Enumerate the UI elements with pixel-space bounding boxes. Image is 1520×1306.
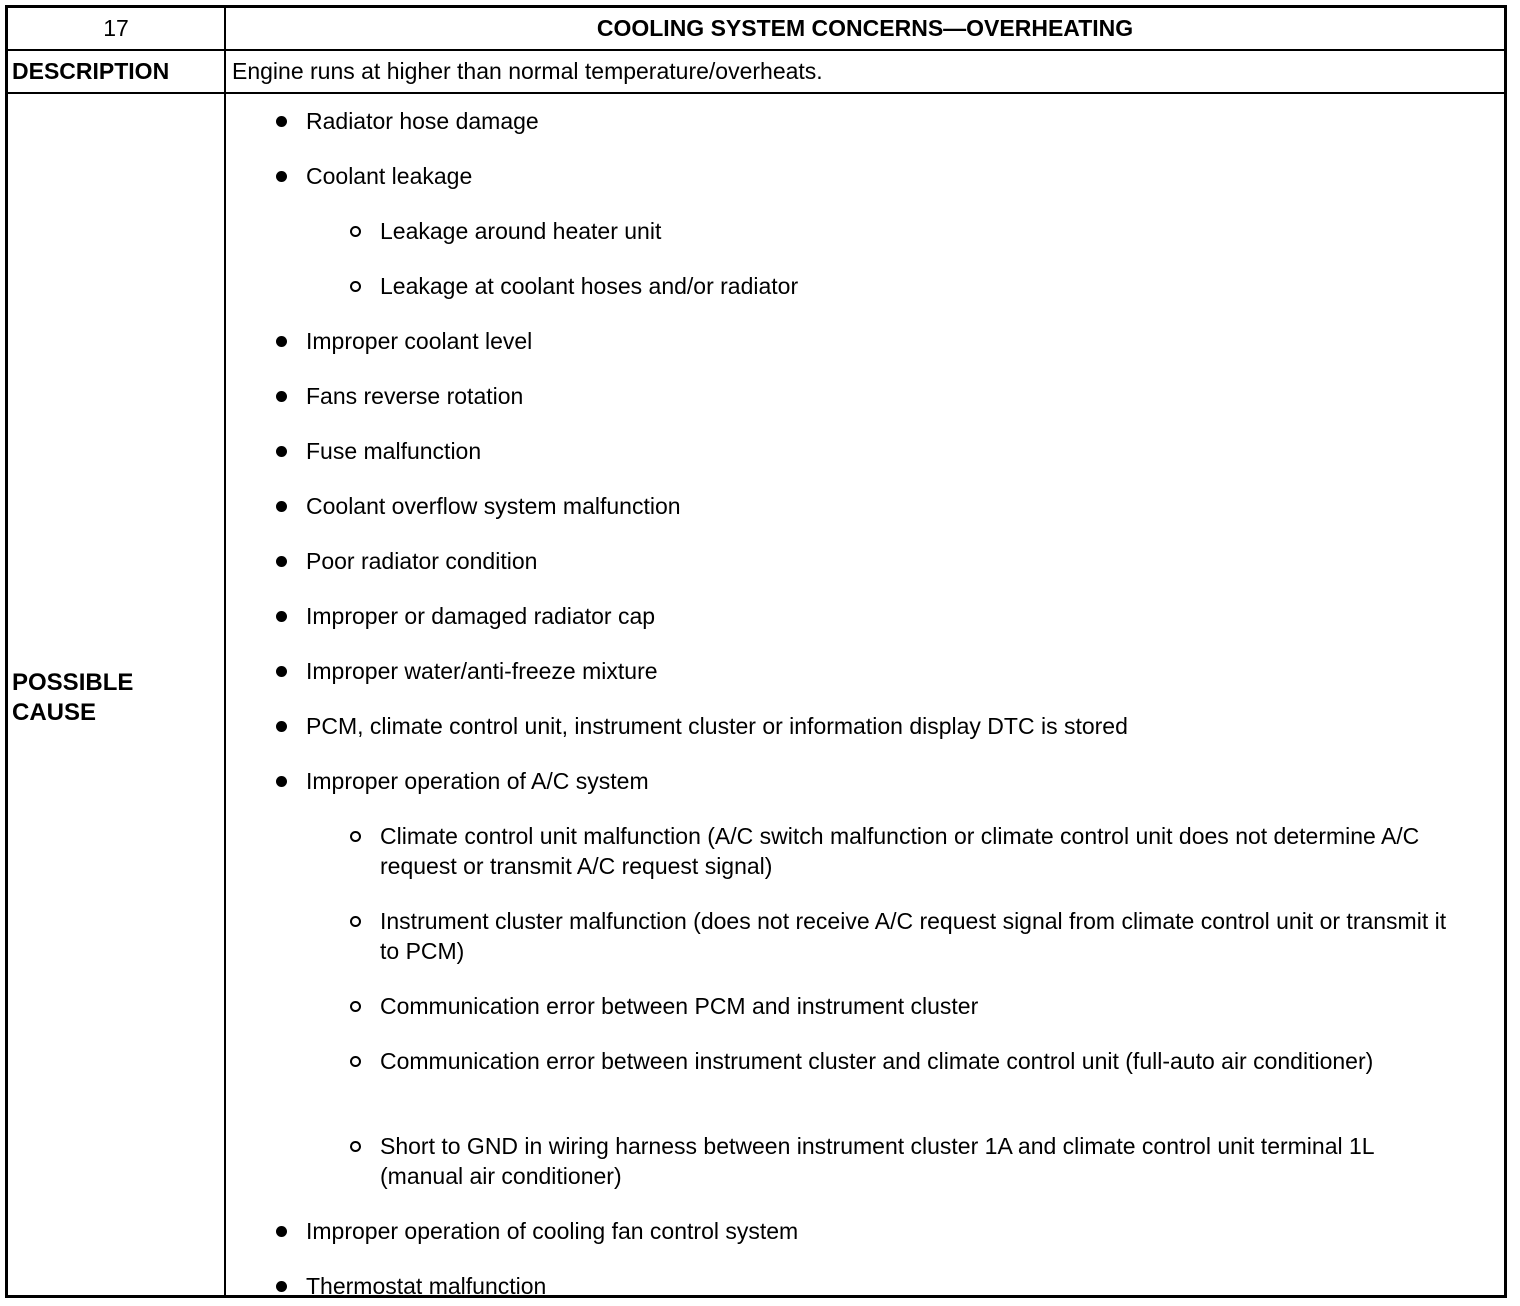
cause-subitem: [380, 1046, 1460, 1076]
hollow-bullet-icon: [350, 1001, 361, 1012]
cause-item: [306, 711, 1456, 741]
cause-item: [306, 161, 1456, 191]
hollow-bullet-icon: [350, 1056, 361, 1067]
cause-text: Leakage around heater unit: [380, 218, 662, 244]
concern-title: COOLING SYSTEM CONCERNS—OVERHEATING: [596, 15, 1134, 41]
hollow-bullet-icon: [350, 831, 361, 842]
cause-text: Leakage at coolant hoses and/or radiator: [380, 273, 799, 299]
filled-bullet-icon: [276, 1281, 287, 1292]
cause-item: [306, 601, 1456, 631]
cause-text: Climate control unit malfunction (A/C switch malfunction or climate control unit does not determine A/C request or transmit A/C request signal): [380, 823, 1420, 879]
column-divider: [224, 8, 226, 1295]
filled-bullet-icon: [276, 336, 287, 347]
filled-bullet-icon: [276, 666, 287, 677]
cause-item: [306, 656, 1456, 686]
cause-subitem: [380, 271, 1460, 301]
filled-bullet-icon: [276, 776, 287, 787]
cause-item: [306, 491, 1456, 521]
hollow-bullet-icon: [350, 1141, 361, 1152]
cause-text: Poor radiator condition: [306, 548, 538, 574]
cause-subitem: [380, 991, 1460, 1021]
troubleshooting-table: [5, 5, 1507, 1298]
description-text: Engine runs at higher than normal temperature/overheats.: [232, 58, 823, 84]
cause-subitem: [380, 216, 1460, 246]
filled-bullet-icon: [276, 611, 287, 622]
hollow-bullet-icon: [350, 281, 361, 292]
cause-subitem: [380, 821, 1460, 881]
cause-item: [306, 766, 1456, 796]
cause-text: Communication error between PCM and instrument cluster: [380, 993, 979, 1019]
cause-text: Instrument cluster malfunction (does not receive A/C request signal from climate control unit or transmit it to PCM): [380, 908, 1447, 964]
cause-subitem: [380, 906, 1460, 966]
concern-number: 17: [103, 15, 129, 41]
cause-item: [306, 106, 1456, 136]
cause-item: [306, 436, 1456, 466]
cause-text: Fans reverse rotation: [306, 383, 524, 409]
possible-cause-label: POSSIBLE CAUSE: [12, 669, 134, 726]
cause-text: Thermostat malfunction: [306, 1273, 547, 1299]
hollow-bullet-icon: [350, 916, 361, 927]
cause-text: Improper or damaged radiator cap: [306, 603, 656, 629]
filled-bullet-icon: [276, 556, 287, 567]
cause-text: Radiator hose damage: [306, 108, 539, 134]
cause-text: Improper operation of A/C system: [306, 768, 649, 794]
description-label: DESCRIPTION: [12, 58, 170, 84]
filled-bullet-icon: [276, 1226, 287, 1237]
row-divider: [8, 92, 1504, 94]
cause-text: Communication error between instrument cluster and climate control unit (full-auto air conditioner): [380, 1048, 1374, 1074]
cause-text: Fuse malfunction: [306, 438, 482, 464]
cause-text: Short to GND in wiring harness between instrument cluster 1A and climate control unit terminal 1L (manual air conditioner): [380, 1133, 1374, 1189]
filled-bullet-icon: [276, 721, 287, 732]
cause-item: [306, 381, 1456, 411]
cause-item: [306, 546, 1456, 576]
cause-subitem: [380, 1131, 1460, 1191]
cause-text: Coolant overflow system malfunction: [306, 493, 681, 519]
cause-item: [306, 326, 1456, 356]
filled-bullet-icon: [276, 391, 287, 402]
cause-text: Coolant leakage: [306, 163, 473, 189]
filled-bullet-icon: [276, 446, 287, 457]
cause-text: Improper coolant level: [306, 328, 533, 354]
cause-item: [306, 1216, 1456, 1246]
cause-text: Improper water/anti-freeze mixture: [306, 658, 658, 684]
filled-bullet-icon: [276, 501, 287, 512]
filled-bullet-icon: [276, 116, 287, 127]
cause-item: [306, 1271, 1456, 1301]
cause-text: Improper operation of cooling fan control system: [306, 1218, 799, 1244]
filled-bullet-icon: [276, 171, 287, 182]
hollow-bullet-icon: [350, 226, 361, 237]
cause-text: PCM, climate control unit, instrument cluster or information display DTC is stored: [306, 713, 1128, 739]
